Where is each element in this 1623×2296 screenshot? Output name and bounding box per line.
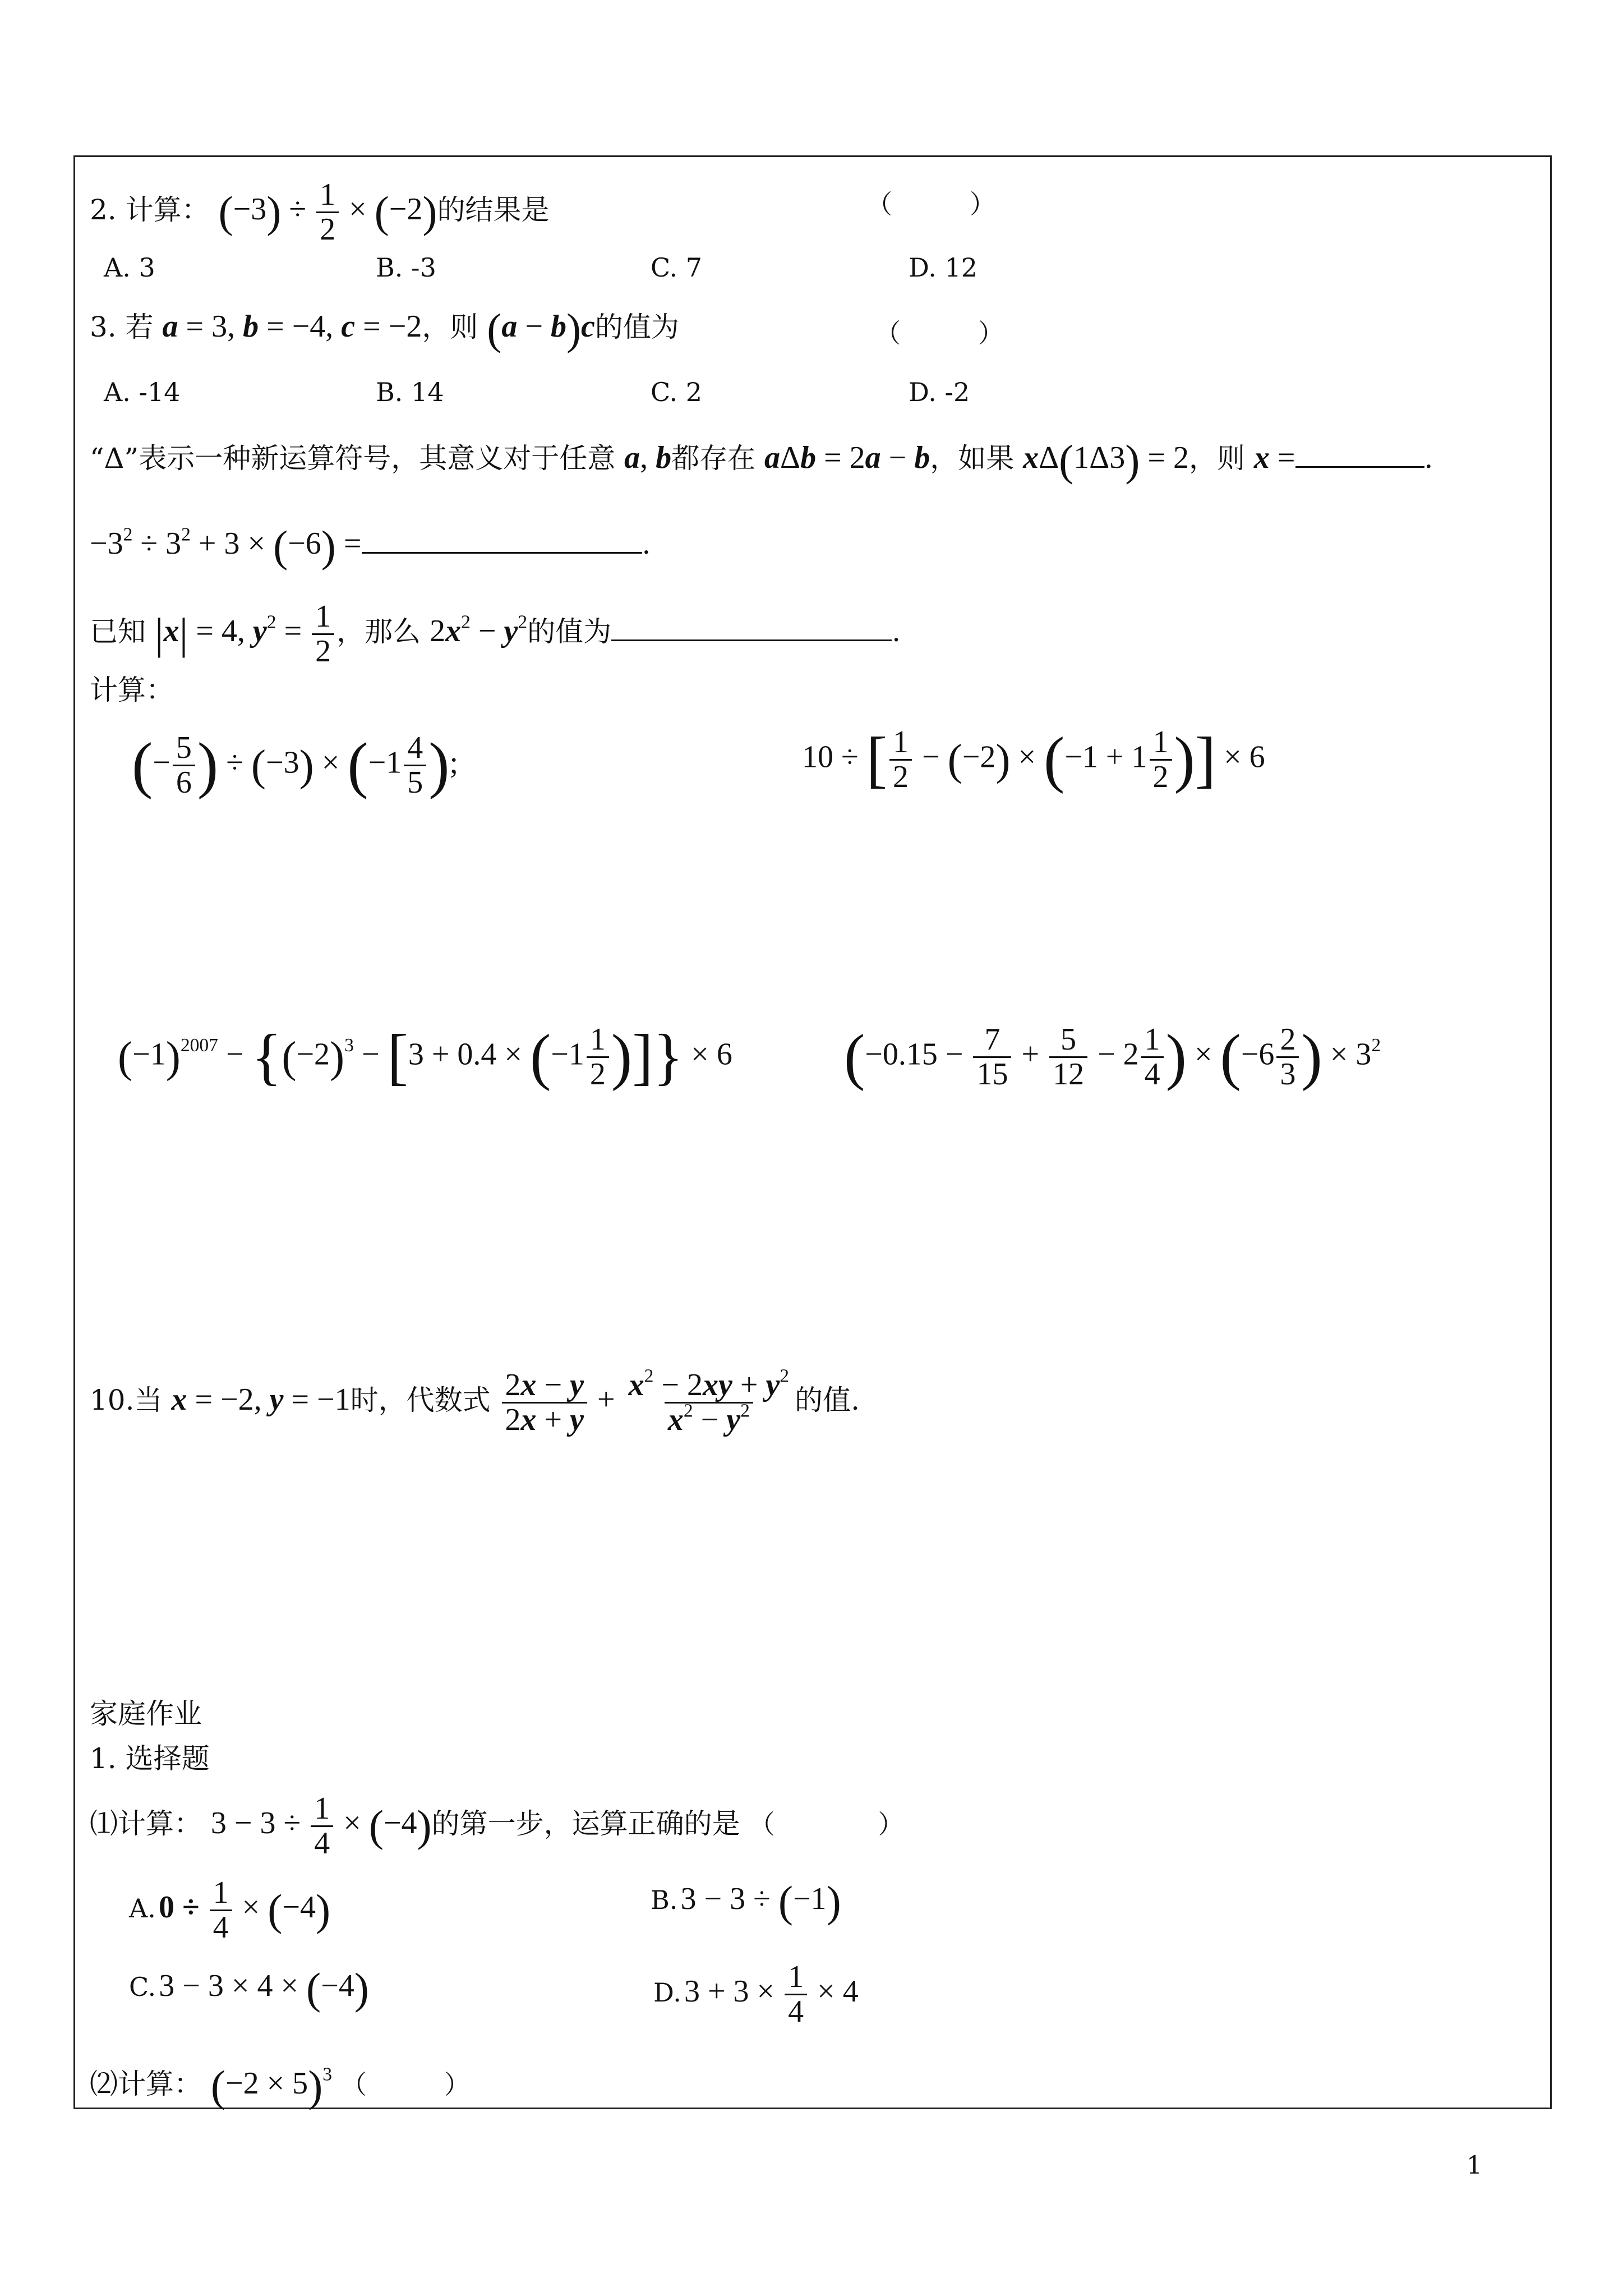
- homework-section: 1. 选择题: [90, 1742, 210, 1775]
- answer-paren-hw1: （ ）: [749, 1809, 904, 1840]
- option-b-q3: B. 14: [376, 377, 444, 407]
- option-a-q3: A. -14: [104, 377, 181, 407]
- question-lead: 已知: [90, 615, 146, 648]
- question-lead: 若: [125, 311, 154, 344]
- formula-q6-given: |x| = 4, $y^2$ = $\frac{1}{2}$: [155, 614, 336, 648]
- question-tail: 的第一步，运算正确的是: [431, 1807, 740, 1841]
- formula-calc-4: (−0.15 − $\frac{7}{15}$ + $\frac{5}{12}$ − 2 $\frac{1}{4}$ ) × (−6 $\frac{2}{3}$ ) × $3^2$: [844, 1022, 1381, 1092]
- formula-q4-ab: a, b: [624, 440, 672, 476]
- formula-q10-expr: $\frac{2x - y}{2x + y}$ + $\frac{x^2 - 2xy + y^2}{x^2 - y^2}$: [500, 1382, 795, 1417]
- formula-q4-def: aΔb = 2a − b: [764, 440, 930, 476]
- formula-calc-1: (− $\frac{5}{6}$ ) ÷ (−3) × (−1 $\frac{4}{5}$ );: [132, 730, 459, 800]
- formula-hw1-a: 0 ÷ $\frac{1}{4}$ × (−4): [158, 1875, 331, 1945]
- page-number: 1: [1467, 2151, 1482, 2180]
- question-5: $-3^2 \div 3^2 + 3 \times (-6)$ = .: [90, 522, 651, 570]
- formula-hw1-b: 3 − 3 ÷ (−1): [680, 1877, 841, 1926]
- question-3: [90, 307, 679, 351]
- answer-blank-q5[interactable]: [362, 552, 642, 554]
- homework-problem-1: [90, 1792, 904, 1860]
- formula-hw2: $(-2 \times 5)^3$: [210, 2062, 333, 2110]
- formula-q5: $-3^2 \div 3^2 + 3 \times (-6)$ =: [90, 522, 362, 570]
- answer-paren-hw2: （ ）: [341, 2069, 470, 2100]
- question-mid: 时，代数式: [350, 1384, 491, 1417]
- hw1-option-c: C. 3 − 3 × 4 × (−4): [129, 1964, 369, 2013]
- question-tail: 的值为: [594, 311, 679, 344]
- question-lead: 10.当: [90, 1384, 163, 1417]
- question-4: “Δ”表示一种新运算符号，其意义对于任意 a, b都存在 aΔb = 2a − b，如果 xΔ(1Δ3) = 2，则 x = .: [90, 436, 1433, 485]
- question-mid: ，如果: [930, 442, 1015, 475]
- question-lead: 计算：: [125, 194, 210, 227]
- homework-problem-2: [90, 2064, 470, 2108]
- question-10: [90, 1365, 860, 1437]
- answer-blank-q4[interactable]: [1295, 466, 1424, 468]
- formula-hw1-d: 3 + 3 × $\frac{1}{4}$ × 4: [684, 1959, 859, 2029]
- formula-q3-expr: (a − b)c: [487, 305, 595, 353]
- question-lead: ⑵计算：: [90, 2068, 202, 2101]
- question-tail: 的值为: [527, 615, 612, 648]
- option-d-q3: D. -2: [909, 377, 970, 407]
- formula-q6-expr: $2x^2 - y^2$: [430, 611, 528, 649]
- option-b-q2: B. -3: [376, 252, 436, 283]
- formula-q3-vars: a = 3, b = −4, c = −2: [162, 309, 422, 344]
- formula-q2: (−3) ÷ $\frac{1}{2}$ × (−2): [218, 177, 437, 247]
- question-number: 2.: [90, 194, 117, 227]
- formula-hw1: 3 − 3 ÷ $\frac{1}{4}$ × (−4): [210, 1791, 432, 1861]
- answer-blank-q6[interactable]: [611, 639, 892, 641]
- option-a-q2: A. 3: [104, 252, 155, 283]
- option-c-q2: C. 7: [651, 252, 703, 283]
- option-d-q2: D. 12: [909, 252, 978, 283]
- question-lead: “Δ”表示一种新运算符号，其意义对于任意: [90, 442, 616, 475]
- homework-title: 家庭作业: [90, 1697, 202, 1730]
- question-tail: 的结果是: [437, 194, 550, 227]
- hw1-option-d: D. 3 + 3 × $\frac{1}{4}$ × 4: [653, 1959, 859, 2029]
- answer-paren-q2: （ ）: [866, 189, 995, 219]
- option-c-q3: C. 2: [651, 377, 703, 407]
- question-mid: ，则: [422, 311, 478, 344]
- question-lead: ⑴计算：: [90, 1807, 202, 1841]
- question-mid: 都存在: [671, 442, 756, 475]
- formula-q10-vars: x = −2, y = −1: [171, 1382, 351, 1418]
- hw1-option-b: B. 3 − 3 ÷ (−1): [651, 1877, 841, 1926]
- question-2: [90, 178, 549, 246]
- answer-paren-q3: （ ）: [875, 318, 1004, 348]
- formula-calc-2: 10 ÷ [ $\frac{1}{2}$ − (−2) × (−1 + 1 $\frac{1}{2}$ )] × 6: [802, 725, 1265, 794]
- formula-q4-x: x =: [1253, 440, 1295, 476]
- question-6: 已知 |x| = 4, $y^2$ = $\frac{1}{2}$ ，那么 $2x^2 - y^2$的值为 .: [90, 599, 901, 669]
- hw1-option-a: A. 0 ÷ $\frac{1}{4}$ × (−4): [129, 1875, 331, 1945]
- formula-hw1-c: 3 − 3 × 4 × (−4): [159, 1964, 369, 2013]
- question-number: 3.: [90, 311, 117, 344]
- formula-calc-3: $(-1)^{2007} - \{(-2)^3 - [3 + 0.4 \times (-1$ $\frac{1}{2}$ )]} × 6: [118, 1022, 732, 1092]
- question-mid: ，则: [1189, 442, 1245, 475]
- question-mid: ，那么: [336, 615, 421, 648]
- question-tail: 的值.: [795, 1384, 860, 1417]
- question-7-label: 计算：: [90, 674, 174, 706]
- formula-q4-cond: xΔ(1Δ3) = 2: [1023, 436, 1189, 485]
